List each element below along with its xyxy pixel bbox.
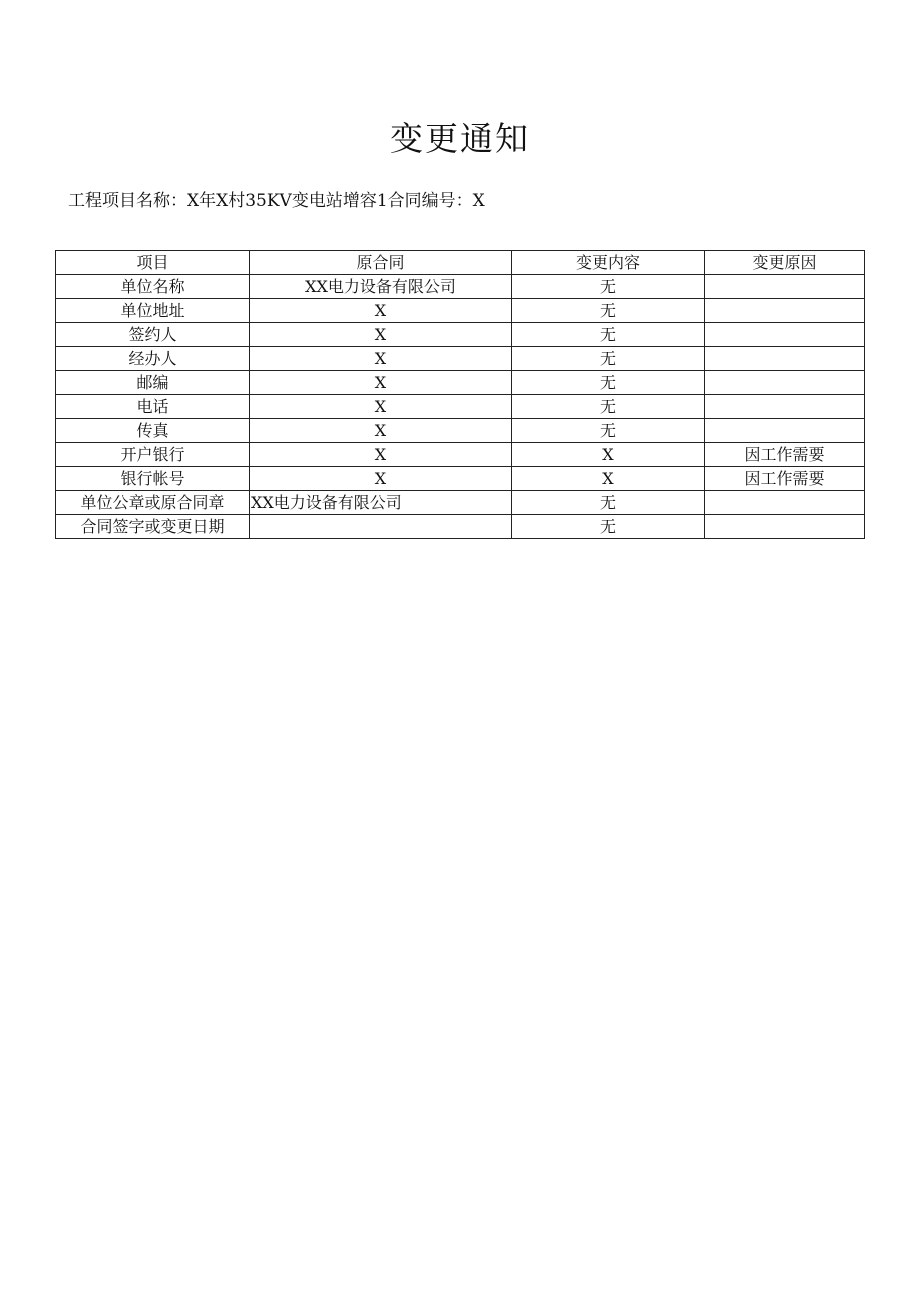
- cell-reason: 因工作需要: [705, 443, 865, 467]
- cell-item: 经办人: [56, 347, 250, 371]
- table-row: [56, 491, 865, 515]
- table-row: [56, 515, 865, 539]
- change-table: [55, 250, 865, 539]
- table-row: [56, 467, 865, 491]
- table-row: [56, 299, 865, 323]
- table-header-row: [56, 251, 865, 275]
- table-row: [56, 275, 865, 299]
- cell-reason: [705, 275, 865, 299]
- cell-item: 邮编: [56, 371, 250, 395]
- cell-original: X: [250, 467, 512, 491]
- cell-original: X: [250, 299, 512, 323]
- header-change-reason: 变更原因: [705, 251, 865, 275]
- cell-reason: 因工作需要: [705, 467, 865, 491]
- cell-original: XX电力设备有限公司: [250, 491, 512, 515]
- cell-change: 无: [512, 323, 705, 347]
- header-item: 项目: [56, 251, 250, 275]
- table-row: [56, 419, 865, 443]
- cell-change: 无: [512, 515, 705, 539]
- table-row: [56, 443, 865, 467]
- table-row: [56, 347, 865, 371]
- cell-original: [250, 515, 512, 539]
- cell-reason: [705, 491, 865, 515]
- cell-item: 开户银行: [56, 443, 250, 467]
- cell-original: X: [250, 395, 512, 419]
- cell-reason: [705, 347, 865, 371]
- cell-change: X: [512, 443, 705, 467]
- project-info-line: 工程项目名称：X年X村35KV变电站增容1合同编号：X: [68, 191, 485, 211]
- cell-reason: [705, 371, 865, 395]
- table-row: [56, 371, 865, 395]
- cell-original: X: [250, 323, 512, 347]
- cell-item: 合同签字或变更日期: [56, 515, 250, 539]
- cell-change: 无: [512, 491, 705, 515]
- cell-item: 签约人: [56, 323, 250, 347]
- cell-change: 无: [512, 275, 705, 299]
- cell-reason: [705, 395, 865, 419]
- cell-original: XX电力设备有限公司: [250, 275, 512, 299]
- cell-reason: [705, 515, 865, 539]
- cell-change: 无: [512, 299, 705, 323]
- cell-change: 无: [512, 371, 705, 395]
- cell-change: 无: [512, 395, 705, 419]
- cell-change: 无: [512, 347, 705, 371]
- cell-item: 银行帐号: [56, 467, 250, 491]
- cell-reason: [705, 419, 865, 443]
- cell-item: 单位地址: [56, 299, 250, 323]
- table-row: [56, 395, 865, 419]
- cell-item: 传真: [56, 419, 250, 443]
- cell-original: X: [250, 347, 512, 371]
- cell-reason: [705, 299, 865, 323]
- cell-change: X: [512, 467, 705, 491]
- cell-original: X: [250, 443, 512, 467]
- header-original-contract: 原合同: [250, 251, 512, 275]
- cell-reason: [705, 323, 865, 347]
- header-change-content: 变更内容: [512, 251, 705, 275]
- cell-original: X: [250, 371, 512, 395]
- table-row: [56, 323, 865, 347]
- cell-change: 无: [512, 419, 705, 443]
- cell-item: 电话: [56, 395, 250, 419]
- document-title: 变更通知: [390, 119, 530, 158]
- cell-original: X: [250, 419, 512, 443]
- cell-item: 单位公章或原合同章: [56, 491, 250, 515]
- cell-item: 单位名称: [56, 275, 250, 299]
